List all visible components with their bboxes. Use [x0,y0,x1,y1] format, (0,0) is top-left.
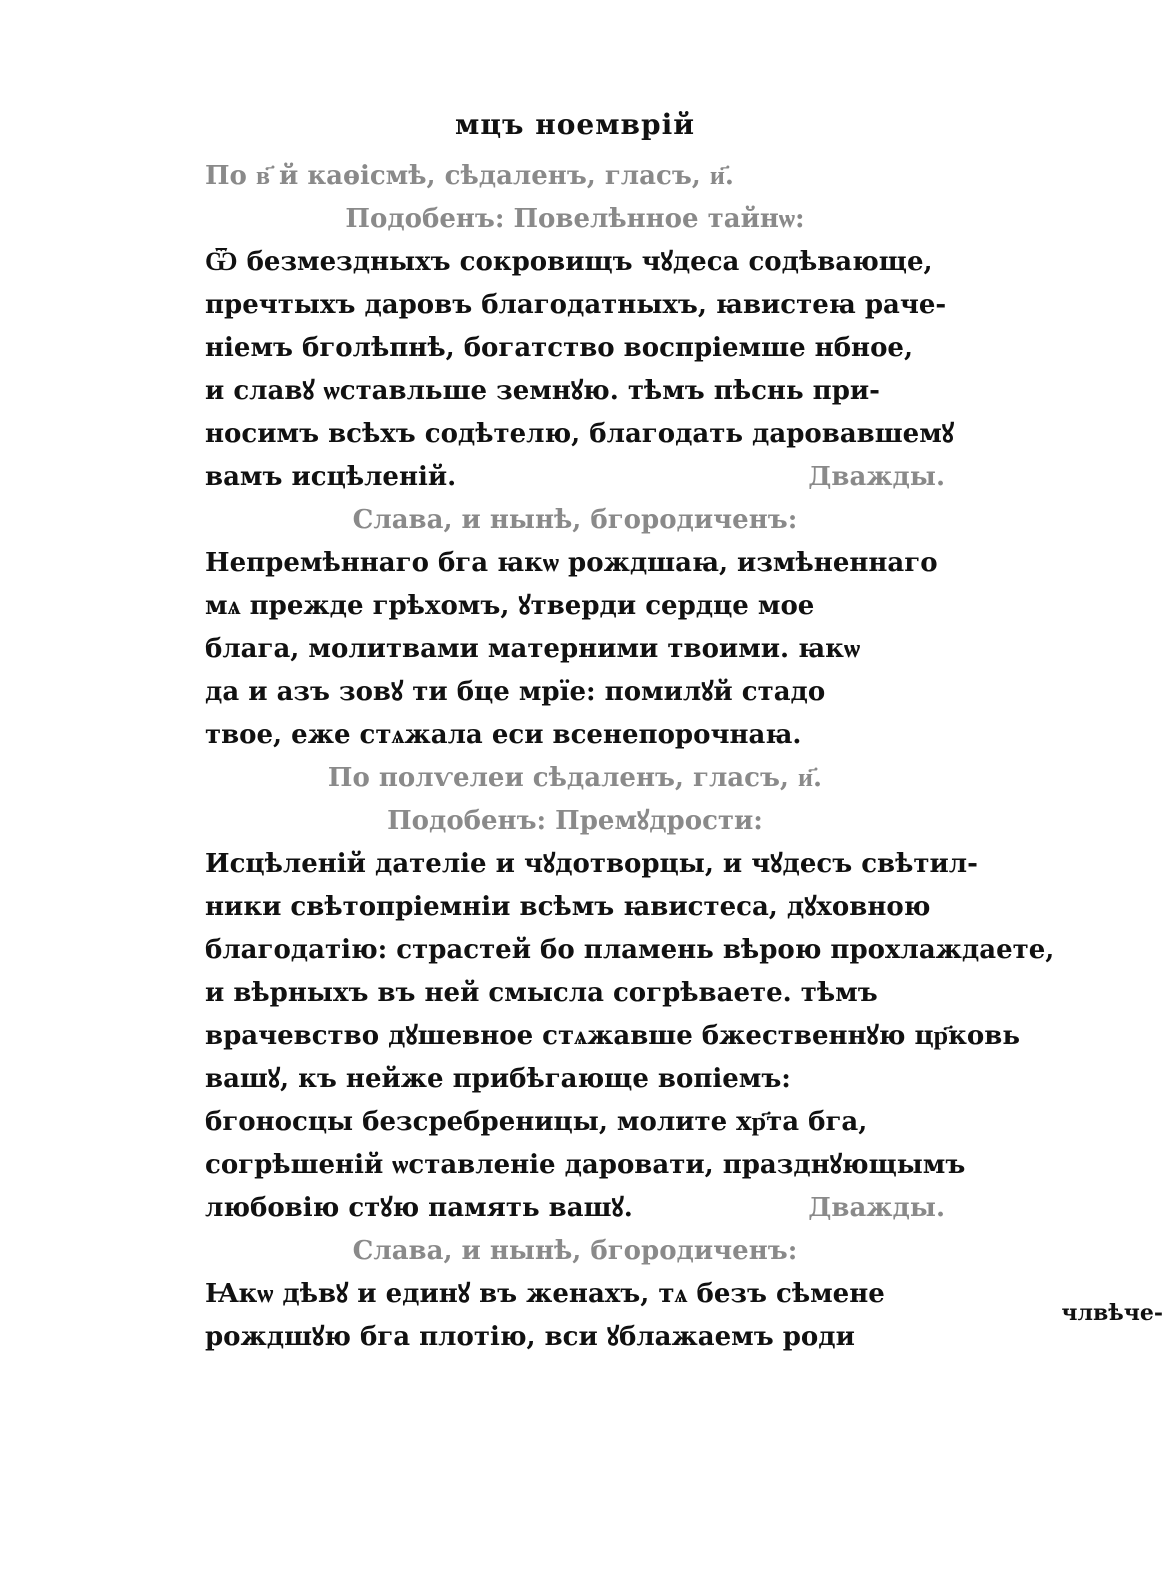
rubric-line [205,155,945,198]
catchword: члвѣче- [1061,1300,1163,1326]
line-text: блага, молитвами матерними твоими. ꙗкѡ [205,634,861,664]
line-text: мѧ прежде грѣхомъ, ꙋтверди сердце мое [205,591,815,621]
text-line [205,886,945,929]
line-text: рождшꙋю бга плотію, вси ꙋблажаемъ роди [205,1322,855,1352]
rubric-line [205,800,945,843]
line-text: согрѣшеній ѡставленіе даровати, празднꙋющымъ [205,1150,966,1180]
line-text: ніемъ бголѣпнѣ, богатство воспріемше нбное, [205,333,914,363]
rubric-text: Слава, и нынѣ, бгородиченъ: [352,505,798,535]
line-text: врачевство дꙋшевное стѧжавше бжественнꙋю цр҃ковь [205,1021,1020,1051]
rubric-text: Слава, и нынѣ, бгородиченъ: [352,1236,798,1266]
text-line [205,1273,945,1316]
rubric-line [205,198,945,241]
rubric-text: Подобенъ: Премꙋдрости: [387,806,763,836]
rubric-line [205,499,945,542]
text-line [205,671,945,714]
line-text: носимъ всѣхъ содѣтелю, благодать даровавшемꙋ [205,419,954,449]
line-text: Исцѣленій дателіе и чꙋдотворцы, и чꙋдесъ свѣтил- [205,849,978,879]
line-text: бгоносцы безсребреницы, молите хр҃та бга, [205,1107,868,1137]
line-text: пречтыхъ даровъ благодатныхъ, ꙗвистеꙗ раче- [205,290,947,320]
text-line [205,929,1055,972]
text-line [205,1144,966,1187]
text-body [205,155,1055,1359]
text-line [205,972,945,1015]
line-text: да и азъ зовꙋ ти бце мрїе: помилꙋй стадо [205,677,826,707]
text-line [205,585,945,628]
text-line [205,1187,945,1230]
line-text: благодатію: страстей бо пламень вѣрою прохлаждаете, [205,935,1055,965]
rubric-line [205,757,945,800]
rubric-text: Подобенъ: Повелѣнное тайнѡ: [345,204,805,234]
text-line [205,1058,945,1101]
line-text: Непремѣннаго бга ꙗкѡ рождшаꙗ, измѣненнаго [205,548,938,578]
line-text: и вѣрныхъ въ ней смысла согрѣваете. тѣмъ [205,978,878,1008]
line-text: и славꙋ ѡставльше земнꙋю. тѣмъ пѣснь при- [205,376,880,406]
text-line [205,370,945,413]
text-line [205,456,945,499]
line-text: твое, еже стѧжала еси всенепорочнаꙗ. [205,720,802,750]
line-text: Ѿ безмездныхъ сокровищъ чꙋдеса содѣвающе, [205,247,933,277]
text-line [205,843,978,886]
text-line [205,1015,1020,1058]
text-line [205,327,945,370]
line-text: любовію стꙋю память вашꙋ. [205,1193,633,1223]
rubric-marker: Дважды. [808,462,945,492]
rubric-text: По полѵелеи сѣдаленъ, гласъ, и҃. [327,763,823,793]
text-line [205,1316,945,1359]
rubric-marker: Дважды. [808,1193,945,1223]
line-text: ники свѣтопріемніи всѣмъ ꙗвистеса, дꙋховною [205,892,931,922]
line-text: Ꙗкѡ дѣвꙋ и единꙋ въ женахъ, тѧ безъ сѣмене [205,1279,885,1309]
text-line [205,241,945,284]
line-text: вамъ исцѣленій. [205,462,457,492]
page-header: мцъ ноемврій [455,108,695,141]
line-text: вашꙋ, къ нейже прибѣгающе вопіемъ: [205,1064,791,1094]
text-line [205,542,945,585]
text-line [205,628,945,671]
text-line [205,714,945,757]
text-line [205,1101,945,1144]
rubric-line [205,1230,945,1273]
text-line [205,413,954,456]
rubric-text: По в҃ й каѳісмѣ, сѣдаленъ, гласъ, и҃. [205,161,734,191]
page [205,108,1055,1428]
text-line [205,284,945,327]
